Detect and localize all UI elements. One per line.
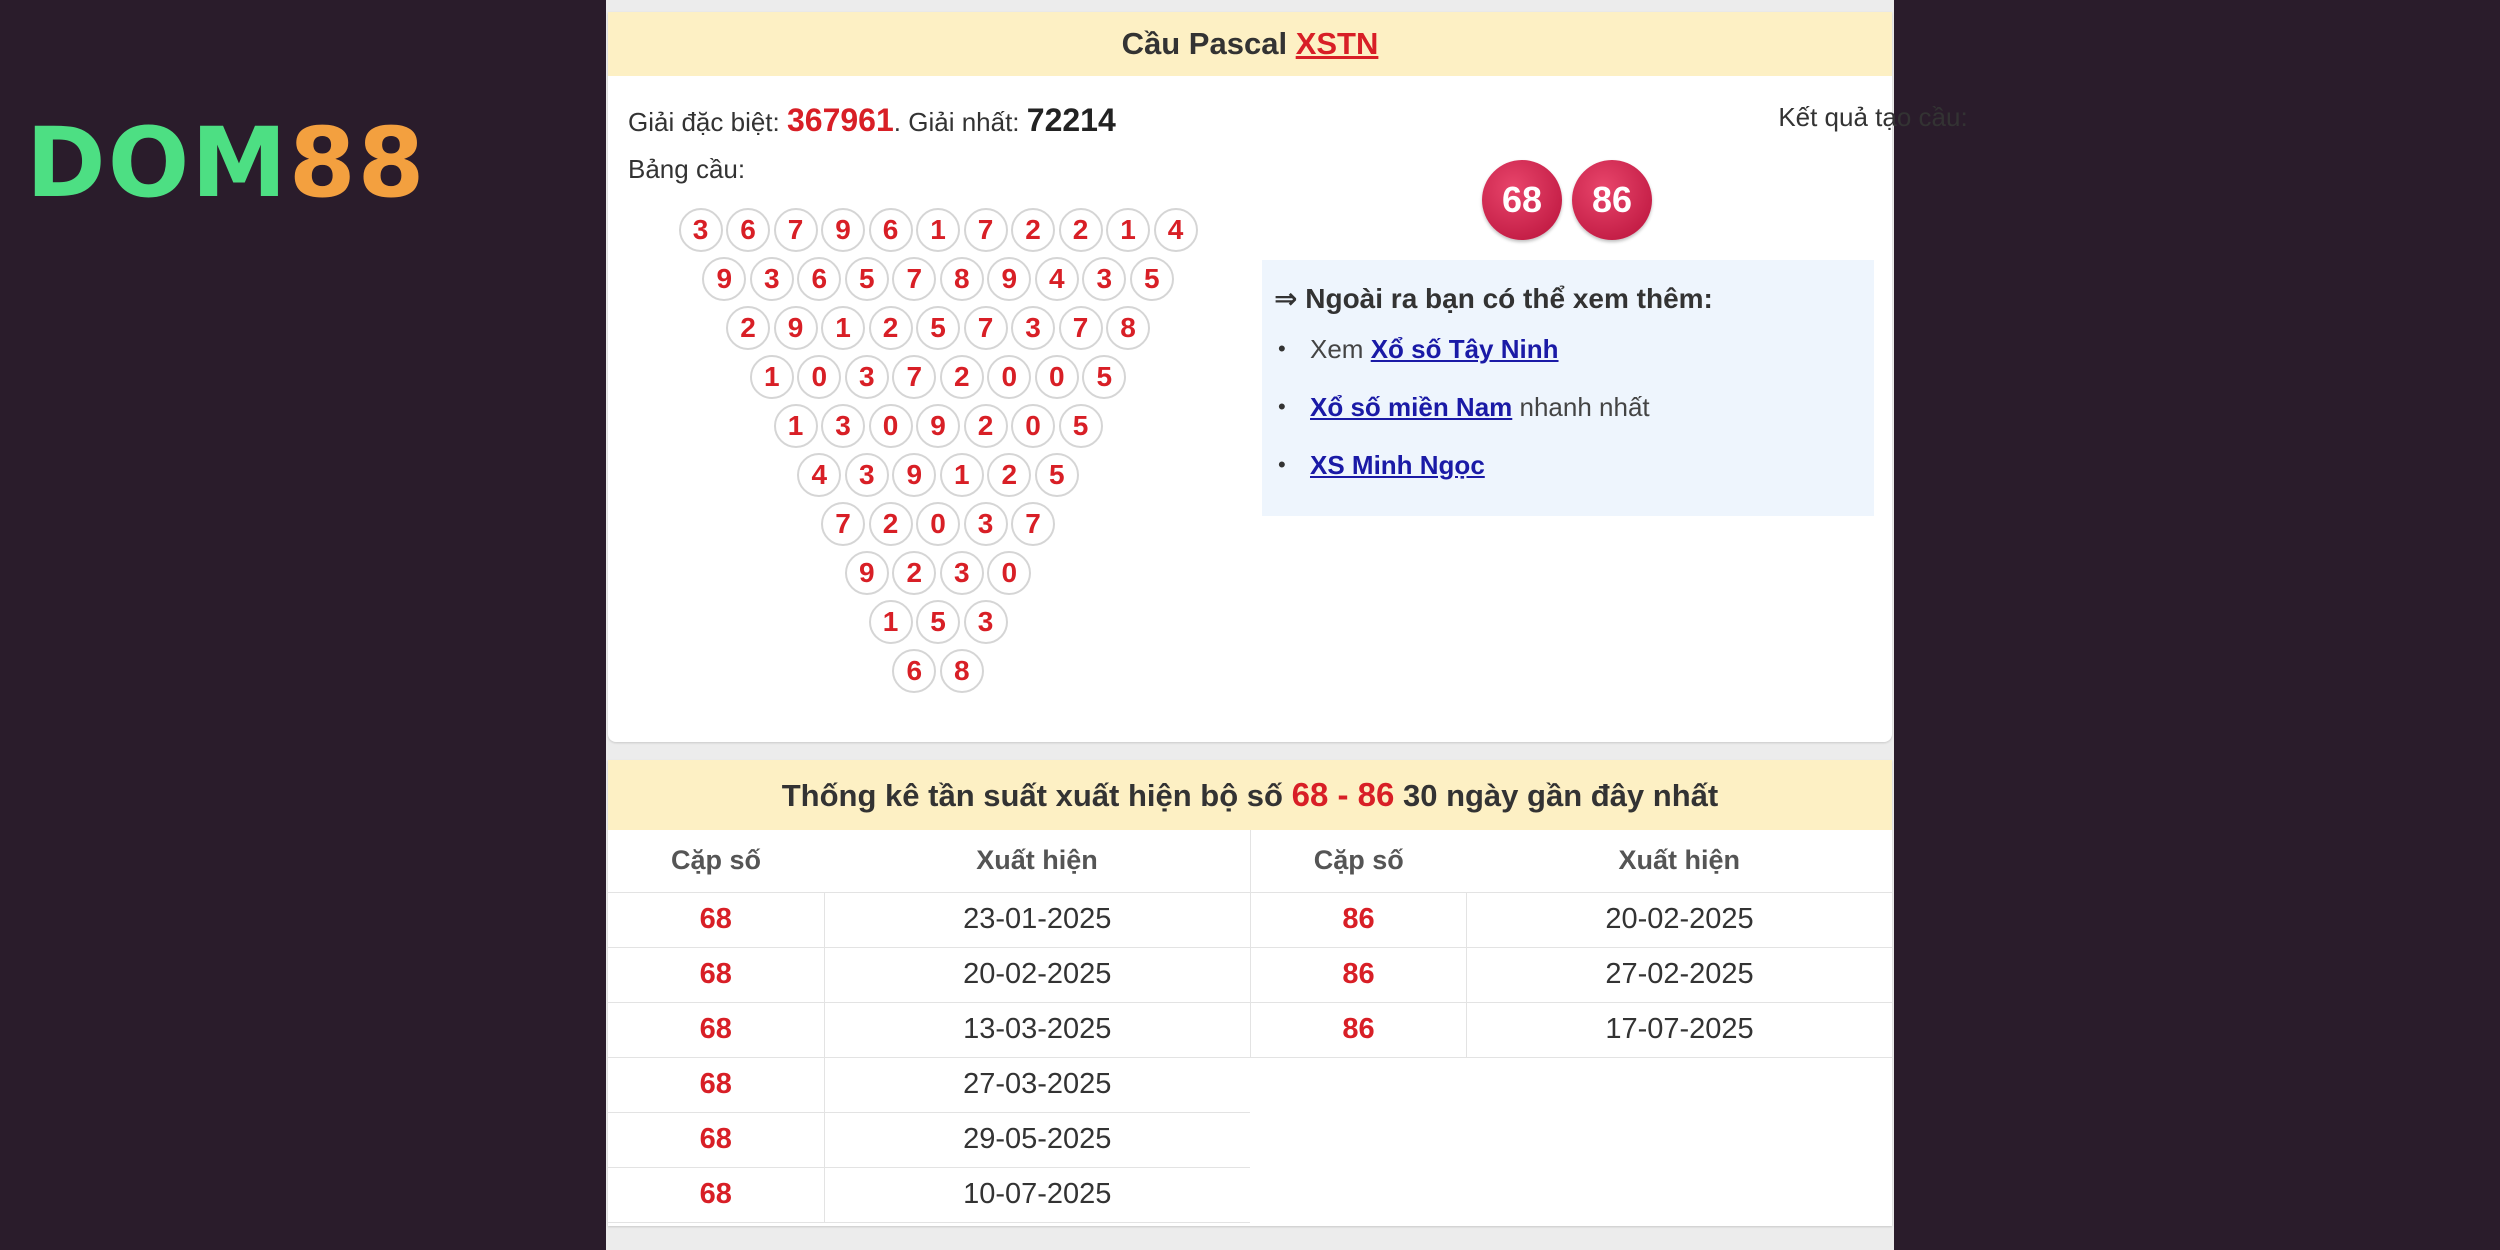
pascal-digit: 4 bbox=[797, 453, 841, 497]
stats-card bbox=[608, 760, 1892, 1226]
pascal-digit: 5 bbox=[845, 257, 889, 301]
table-row bbox=[1251, 1002, 1893, 1057]
pascal-digit: 7 bbox=[774, 208, 818, 252]
pascal-digit: 6 bbox=[869, 208, 913, 252]
pair-cell: 68 bbox=[608, 1002, 824, 1057]
see-more-box bbox=[1262, 260, 1874, 516]
pascal-digit: 9 bbox=[987, 257, 1031, 301]
pascal-digit: 8 bbox=[940, 649, 984, 693]
pair-cell: 68 bbox=[608, 1057, 824, 1112]
date-cell: 23-01-2025 bbox=[824, 892, 1250, 947]
pascal-digit: 2 bbox=[940, 355, 984, 399]
xs-minh-ngoc-link[interactable]: XS Minh Ngọc bbox=[1310, 450, 1485, 480]
xstn-link[interactable]: XSTN bbox=[1295, 26, 1379, 61]
date-cell: 13-03-2025 bbox=[824, 1002, 1250, 1057]
pascal-header bbox=[608, 12, 1892, 76]
result-label: Kết quả tạo cầu: bbox=[1778, 102, 1968, 132]
dom88-logo[interactable] bbox=[26, 107, 466, 219]
pascal-digit: 7 bbox=[1011, 502, 1055, 546]
date-cell: 17-07-2025 bbox=[1467, 1002, 1893, 1057]
first-prize-label: Giải nhất: bbox=[908, 107, 1020, 137]
pascal-digit: 2 bbox=[987, 453, 1031, 497]
pascal-digit: 0 bbox=[797, 355, 841, 399]
pascal-digit: 1 bbox=[940, 453, 984, 497]
stats-title-numbers: 68 - 86 bbox=[1291, 776, 1395, 813]
table-row bbox=[1251, 947, 1893, 1002]
pascal-digit: 2 bbox=[1011, 208, 1055, 252]
pascal-digit: 0 bbox=[1035, 355, 1079, 399]
pascal-digit: 5 bbox=[916, 306, 960, 350]
pascal-digit: 5 bbox=[1082, 355, 1126, 399]
pascal-digit: 3 bbox=[845, 453, 889, 497]
pascal-digit: 0 bbox=[987, 355, 1031, 399]
pascal-digit: 6 bbox=[726, 208, 770, 252]
pascal-digit: 4 bbox=[1035, 257, 1079, 301]
see-more-list bbox=[1274, 331, 1862, 505]
pascal-digit: 7 bbox=[892, 355, 936, 399]
pascal-digit: 9 bbox=[702, 257, 746, 301]
pascal-digit: 2 bbox=[892, 551, 936, 595]
date-cell: 27-02-2025 bbox=[1467, 947, 1893, 1002]
prize-separator: . bbox=[893, 107, 901, 137]
table-row bbox=[608, 947, 1250, 1002]
pascal-digit: 4 bbox=[1154, 208, 1198, 252]
content-column bbox=[606, 0, 1968, 1250]
col-header-appear: Xuất hiện bbox=[1467, 830, 1893, 892]
pair-cell: 68 bbox=[608, 947, 824, 1002]
pascal-digit: 7 bbox=[1059, 306, 1103, 350]
date-cell: 20-02-2025 bbox=[1467, 892, 1893, 947]
pascal-digit: 8 bbox=[1106, 306, 1150, 350]
first-prize-value: 72214 bbox=[1026, 102, 1116, 138]
stats-table-left bbox=[608, 830, 1250, 1223]
pair-cell: 86 bbox=[1251, 947, 1467, 1002]
pascal-card bbox=[608, 12, 1968, 742]
pascal-digit: 9 bbox=[845, 551, 889, 595]
pair-cell: 68 bbox=[608, 1167, 824, 1222]
col-header-pair: Cặp số bbox=[1251, 830, 1467, 892]
pascal-digit: 3 bbox=[821, 404, 865, 448]
pascal-digit: 3 bbox=[750, 257, 794, 301]
result-ball-2: 86 bbox=[1572, 160, 1652, 240]
table-row bbox=[608, 1167, 1250, 1222]
pascal-digit: 0 bbox=[987, 551, 1031, 595]
date-cell: 10-07-2025 bbox=[824, 1167, 1250, 1222]
pascal-digit: 2 bbox=[964, 404, 1008, 448]
pascal-digit: 6 bbox=[797, 257, 841, 301]
pascal-digit: 9 bbox=[774, 306, 818, 350]
table-row bbox=[608, 1112, 1250, 1167]
prize-info bbox=[628, 102, 1116, 139]
pascal-digit: 7 bbox=[892, 257, 936, 301]
pair-cell: 68 bbox=[608, 1112, 824, 1167]
pascal-digit: 1 bbox=[916, 208, 960, 252]
pascal-digit: 2 bbox=[869, 306, 913, 350]
table-row bbox=[1251, 892, 1893, 947]
pair-cell: 86 bbox=[1251, 1002, 1467, 1057]
special-prize-value: 367961 bbox=[786, 102, 894, 138]
pascal-digit: 7 bbox=[821, 502, 865, 546]
see-more-item-minh-ngoc bbox=[1274, 447, 1862, 505]
pair-cell: 68 bbox=[608, 892, 824, 947]
col-header-appear: Xuất hiện bbox=[824, 830, 1250, 892]
see-more-item-tay-ninh bbox=[1274, 331, 1862, 389]
stats-header bbox=[608, 760, 1892, 830]
pascal-digit: 3 bbox=[679, 208, 723, 252]
date-cell: 29-05-2025 bbox=[824, 1112, 1250, 1167]
see-more-item-prefix: Xem bbox=[1310, 334, 1364, 364]
pascal-digit: 9 bbox=[916, 404, 960, 448]
pascal-digit: 3 bbox=[940, 551, 984, 595]
pascal-digit: 3 bbox=[964, 502, 1008, 546]
stats-title-suffix: 30 ngày gần đây nhất bbox=[1402, 778, 1719, 813]
pascal-digit: 5 bbox=[1059, 404, 1103, 448]
date-cell: 20-02-2025 bbox=[824, 947, 1250, 1002]
pascal-digit: 0 bbox=[916, 502, 960, 546]
xo-so-mien-nam-link[interactable]: Xổ số miền Nam bbox=[1310, 392, 1513, 422]
pascal-digit: 2 bbox=[869, 502, 913, 546]
see-more-item-suffix: nhanh nhất bbox=[1519, 392, 1650, 422]
table-row bbox=[608, 892, 1250, 947]
see-more-item-mien-nam bbox=[1274, 389, 1862, 447]
pascal-digit: 3 bbox=[964, 600, 1008, 644]
pascal-digit: 1 bbox=[750, 355, 794, 399]
pascal-digit: 5 bbox=[1035, 453, 1079, 497]
table-row bbox=[608, 1002, 1250, 1057]
pascal-digit: 3 bbox=[1011, 306, 1055, 350]
pascal-digit: 8 bbox=[940, 257, 984, 301]
pascal-digit: 5 bbox=[916, 600, 960, 644]
stats-title-prefix: Thống kê tần suất xuất hiện bộ số bbox=[781, 778, 1283, 813]
pascal-digit: 5 bbox=[1130, 257, 1174, 301]
logo-part-88: 88 bbox=[288, 107, 427, 219]
see-more-heading: ⇒ Ngoài ra bạn có thể xem thêm: bbox=[1274, 283, 1713, 314]
pair-cell: 86 bbox=[1251, 892, 1467, 947]
pascal-title: Cầu Pascal bbox=[1121, 26, 1288, 61]
pascal-digit: 0 bbox=[1011, 404, 1055, 448]
pascal-digit: 7 bbox=[964, 208, 1008, 252]
pascal-digit: 1 bbox=[1106, 208, 1150, 252]
xo-so-tay-ninh-link[interactable]: Xổ số Tây Ninh bbox=[1370, 334, 1559, 364]
pascal-digit: 0 bbox=[869, 404, 913, 448]
pascal-digit: 3 bbox=[845, 355, 889, 399]
special-prize-label: Giải đặc biệt: bbox=[628, 107, 780, 137]
col-header-pair: Cặp số bbox=[608, 830, 824, 892]
pascal-digit: 9 bbox=[892, 453, 936, 497]
pascal-digit: 6 bbox=[892, 649, 936, 693]
stats-table-right bbox=[1250, 830, 1892, 1058]
result-ball-1: 68 bbox=[1482, 160, 1562, 240]
pascal-digit: 3 bbox=[1082, 257, 1126, 301]
table-row bbox=[608, 1057, 1250, 1112]
pascal-digit: 1 bbox=[869, 600, 913, 644]
logo-part-dom: DOM bbox=[26, 107, 289, 219]
pascal-digit: 9 bbox=[821, 208, 865, 252]
pascal-digit: 7 bbox=[964, 306, 1008, 350]
pascal-table-label: Bảng cầu: bbox=[628, 154, 746, 184]
pascal-digit: 1 bbox=[774, 404, 818, 448]
pascal-digit: 2 bbox=[726, 306, 770, 350]
pascal-digit: 2 bbox=[1059, 208, 1103, 252]
pascal-digit: 1 bbox=[821, 306, 865, 350]
date-cell: 27-03-2025 bbox=[824, 1057, 1250, 1112]
